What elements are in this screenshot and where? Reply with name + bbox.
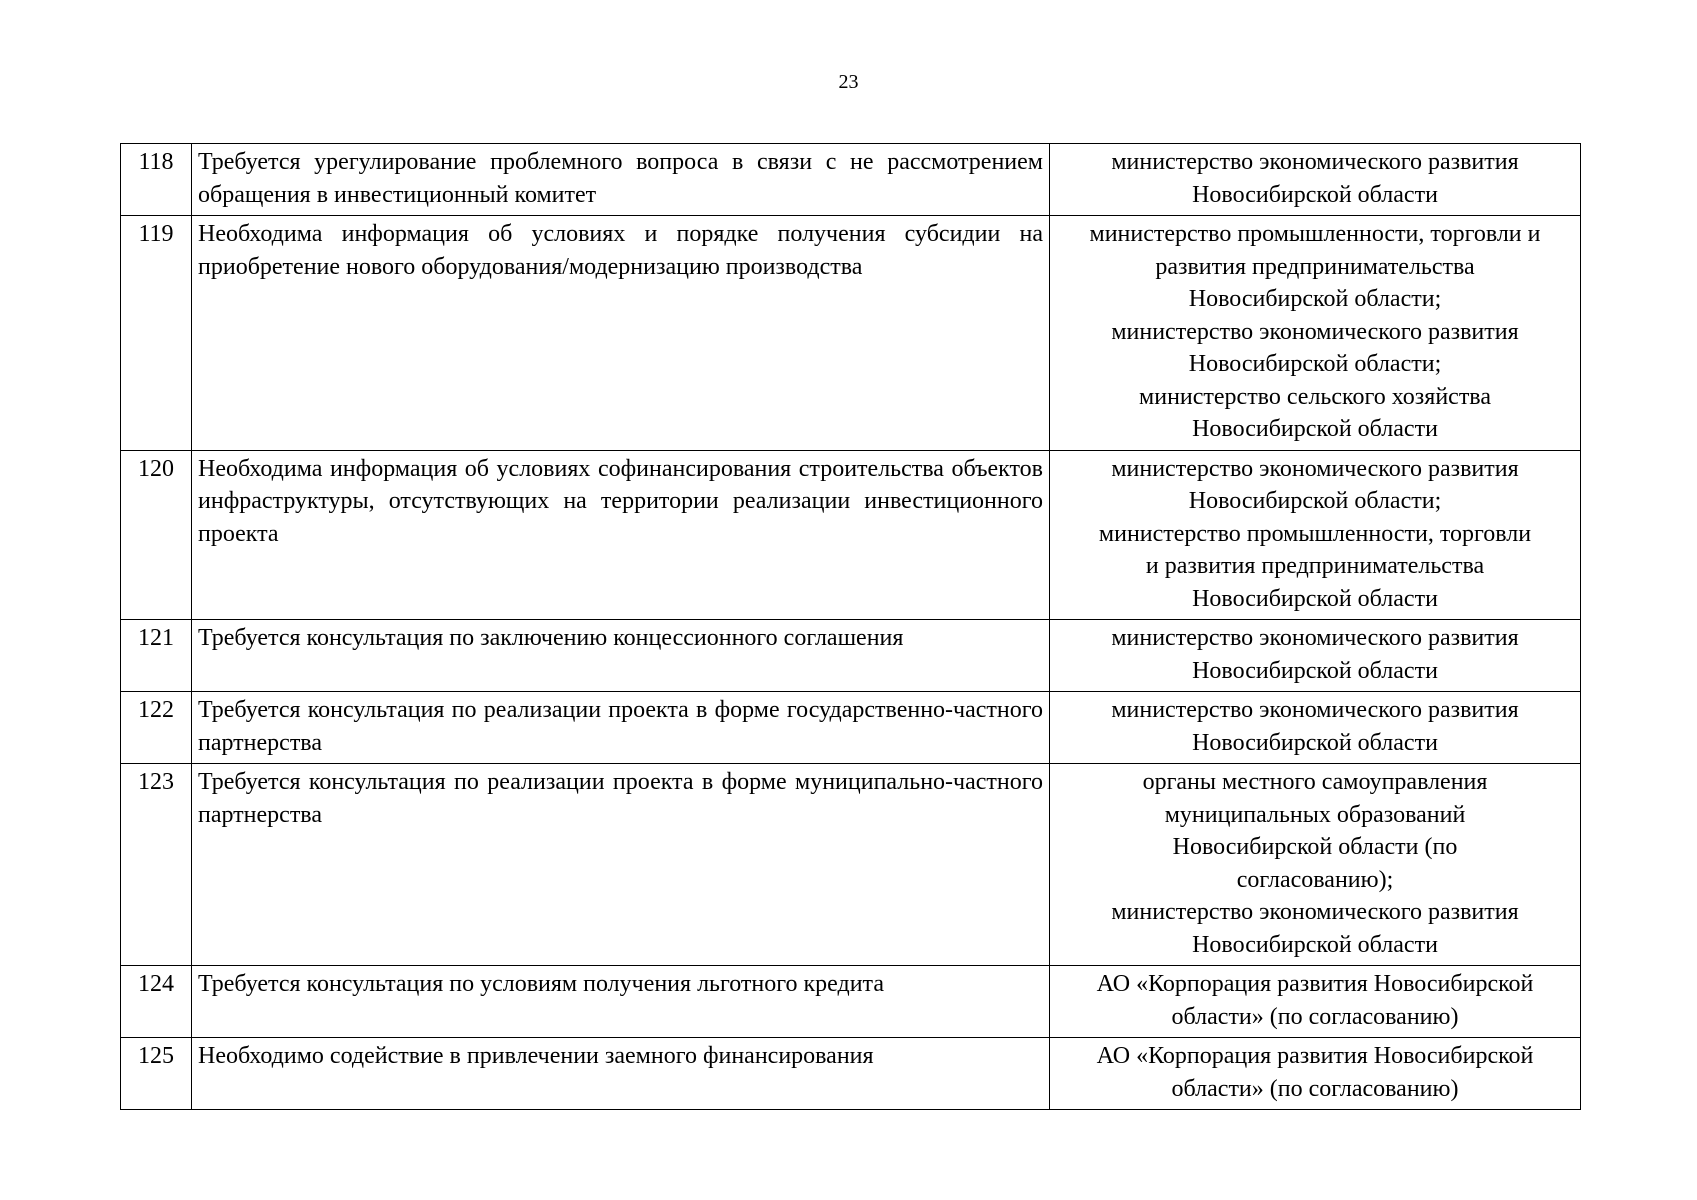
row-description: Требуется консультация по реализации проекта в форме муниципально-частного партнерства bbox=[192, 764, 1050, 966]
org-line: министерство экономического развития bbox=[1111, 149, 1519, 175]
row-description: Требуется урегулирование проблемного вопроса в связи с не рассмотрением обращения в инвестиционный комитет bbox=[192, 144, 1050, 216]
org-line: области» (по согласованию) bbox=[1171, 1075, 1459, 1102]
row-responsible-org bbox=[1050, 216, 1581, 451]
org-line: министерство экономического развития bbox=[1111, 455, 1519, 482]
org-line: органы местного самоуправления bbox=[1142, 769, 1488, 795]
org-line: области» (по согласованию) bbox=[1171, 1003, 1459, 1030]
org-line: Новосибирской области bbox=[1192, 657, 1438, 684]
org-line: Новосибирской области bbox=[1192, 181, 1438, 208]
org-line: Новосибирской области bbox=[1192, 931, 1438, 958]
table-row bbox=[121, 450, 1581, 620]
org-line: муниципальных образований bbox=[1164, 801, 1466, 828]
org-line: министерство промышленности, торговли bbox=[1098, 520, 1532, 547]
org-line: Новосибирской области bbox=[1192, 585, 1438, 612]
page-number: 23 bbox=[838, 71, 859, 93]
org-line: министерство сельского хозяйства bbox=[1139, 383, 1491, 410]
org-line: согласованию); bbox=[1236, 866, 1394, 893]
row-responsible-org bbox=[1050, 620, 1581, 692]
row-number: 118 bbox=[121, 144, 192, 216]
measures-table bbox=[120, 143, 1581, 1110]
row-description: Необходима информация об условиях софинансирования строительства объектов инфраструктуры, отсутствующих на территории реализации инвестиционного проекта bbox=[192, 450, 1050, 620]
row-responsible-org bbox=[1050, 966, 1581, 1038]
org-line: развития предпринимательства bbox=[1155, 253, 1475, 280]
table-row bbox=[121, 620, 1581, 692]
row-responsible-org bbox=[1050, 450, 1581, 620]
row-number: 124 bbox=[121, 966, 192, 1038]
org-line: Новосибирской области bbox=[1192, 729, 1438, 756]
row-number: 120 bbox=[121, 450, 192, 620]
row-number: 123 bbox=[121, 764, 192, 966]
org-line: Новосибирской области (по bbox=[1172, 834, 1458, 860]
row-description: Требуется консультация по условиям получения льготного кредита bbox=[192, 966, 1050, 1038]
org-line: Новосибирской области; bbox=[1188, 351, 1442, 377]
row-description: Требуется консультация по заключению концессионного соглашения bbox=[192, 620, 1050, 692]
row-number: 119 bbox=[121, 216, 192, 451]
row-responsible-org bbox=[1050, 692, 1581, 764]
row-responsible-org bbox=[1050, 1038, 1581, 1110]
org-line: Новосибирской области bbox=[1192, 416, 1438, 442]
org-line: и развития предпринимательства bbox=[1145, 553, 1485, 579]
table-row bbox=[121, 144, 1581, 216]
row-description: Необходима информация об условиях и порядке получения субсидии на приобретение нового оборудования/модернизацию производства bbox=[192, 216, 1050, 451]
org-line: Новосибирской области; bbox=[1188, 488, 1442, 514]
row-responsible-org bbox=[1050, 764, 1581, 966]
row-description: Требуется консультация по реализации проекта в форме государственно-частного партнерства bbox=[192, 692, 1050, 764]
table-row bbox=[121, 216, 1581, 451]
row-responsible-org bbox=[1050, 144, 1581, 216]
table-row bbox=[121, 692, 1581, 764]
table-row bbox=[121, 966, 1581, 1038]
org-line: АО «Корпорация развития Новосибирской bbox=[1096, 1043, 1534, 1069]
row-number: 125 bbox=[121, 1038, 192, 1110]
org-line: министерство экономического развития bbox=[1111, 318, 1519, 345]
org-line: министерство экономического развития bbox=[1111, 625, 1519, 651]
row-number: 122 bbox=[121, 692, 192, 764]
row-description: Необходимо содействие в привлечении заемного финансирования bbox=[192, 1038, 1050, 1110]
org-line: АО «Корпорация развития Новосибирской bbox=[1096, 971, 1534, 997]
table-row bbox=[121, 764, 1581, 966]
org-line: Новосибирской области; bbox=[1188, 286, 1442, 312]
table-body bbox=[121, 144, 1581, 1110]
org-line: министерство экономического развития bbox=[1111, 697, 1519, 723]
row-number: 121 bbox=[121, 620, 192, 692]
table-row bbox=[121, 1038, 1581, 1110]
org-line: министерство экономического развития bbox=[1111, 899, 1519, 925]
org-line: министерство промышленности, торговли и bbox=[1089, 221, 1541, 247]
